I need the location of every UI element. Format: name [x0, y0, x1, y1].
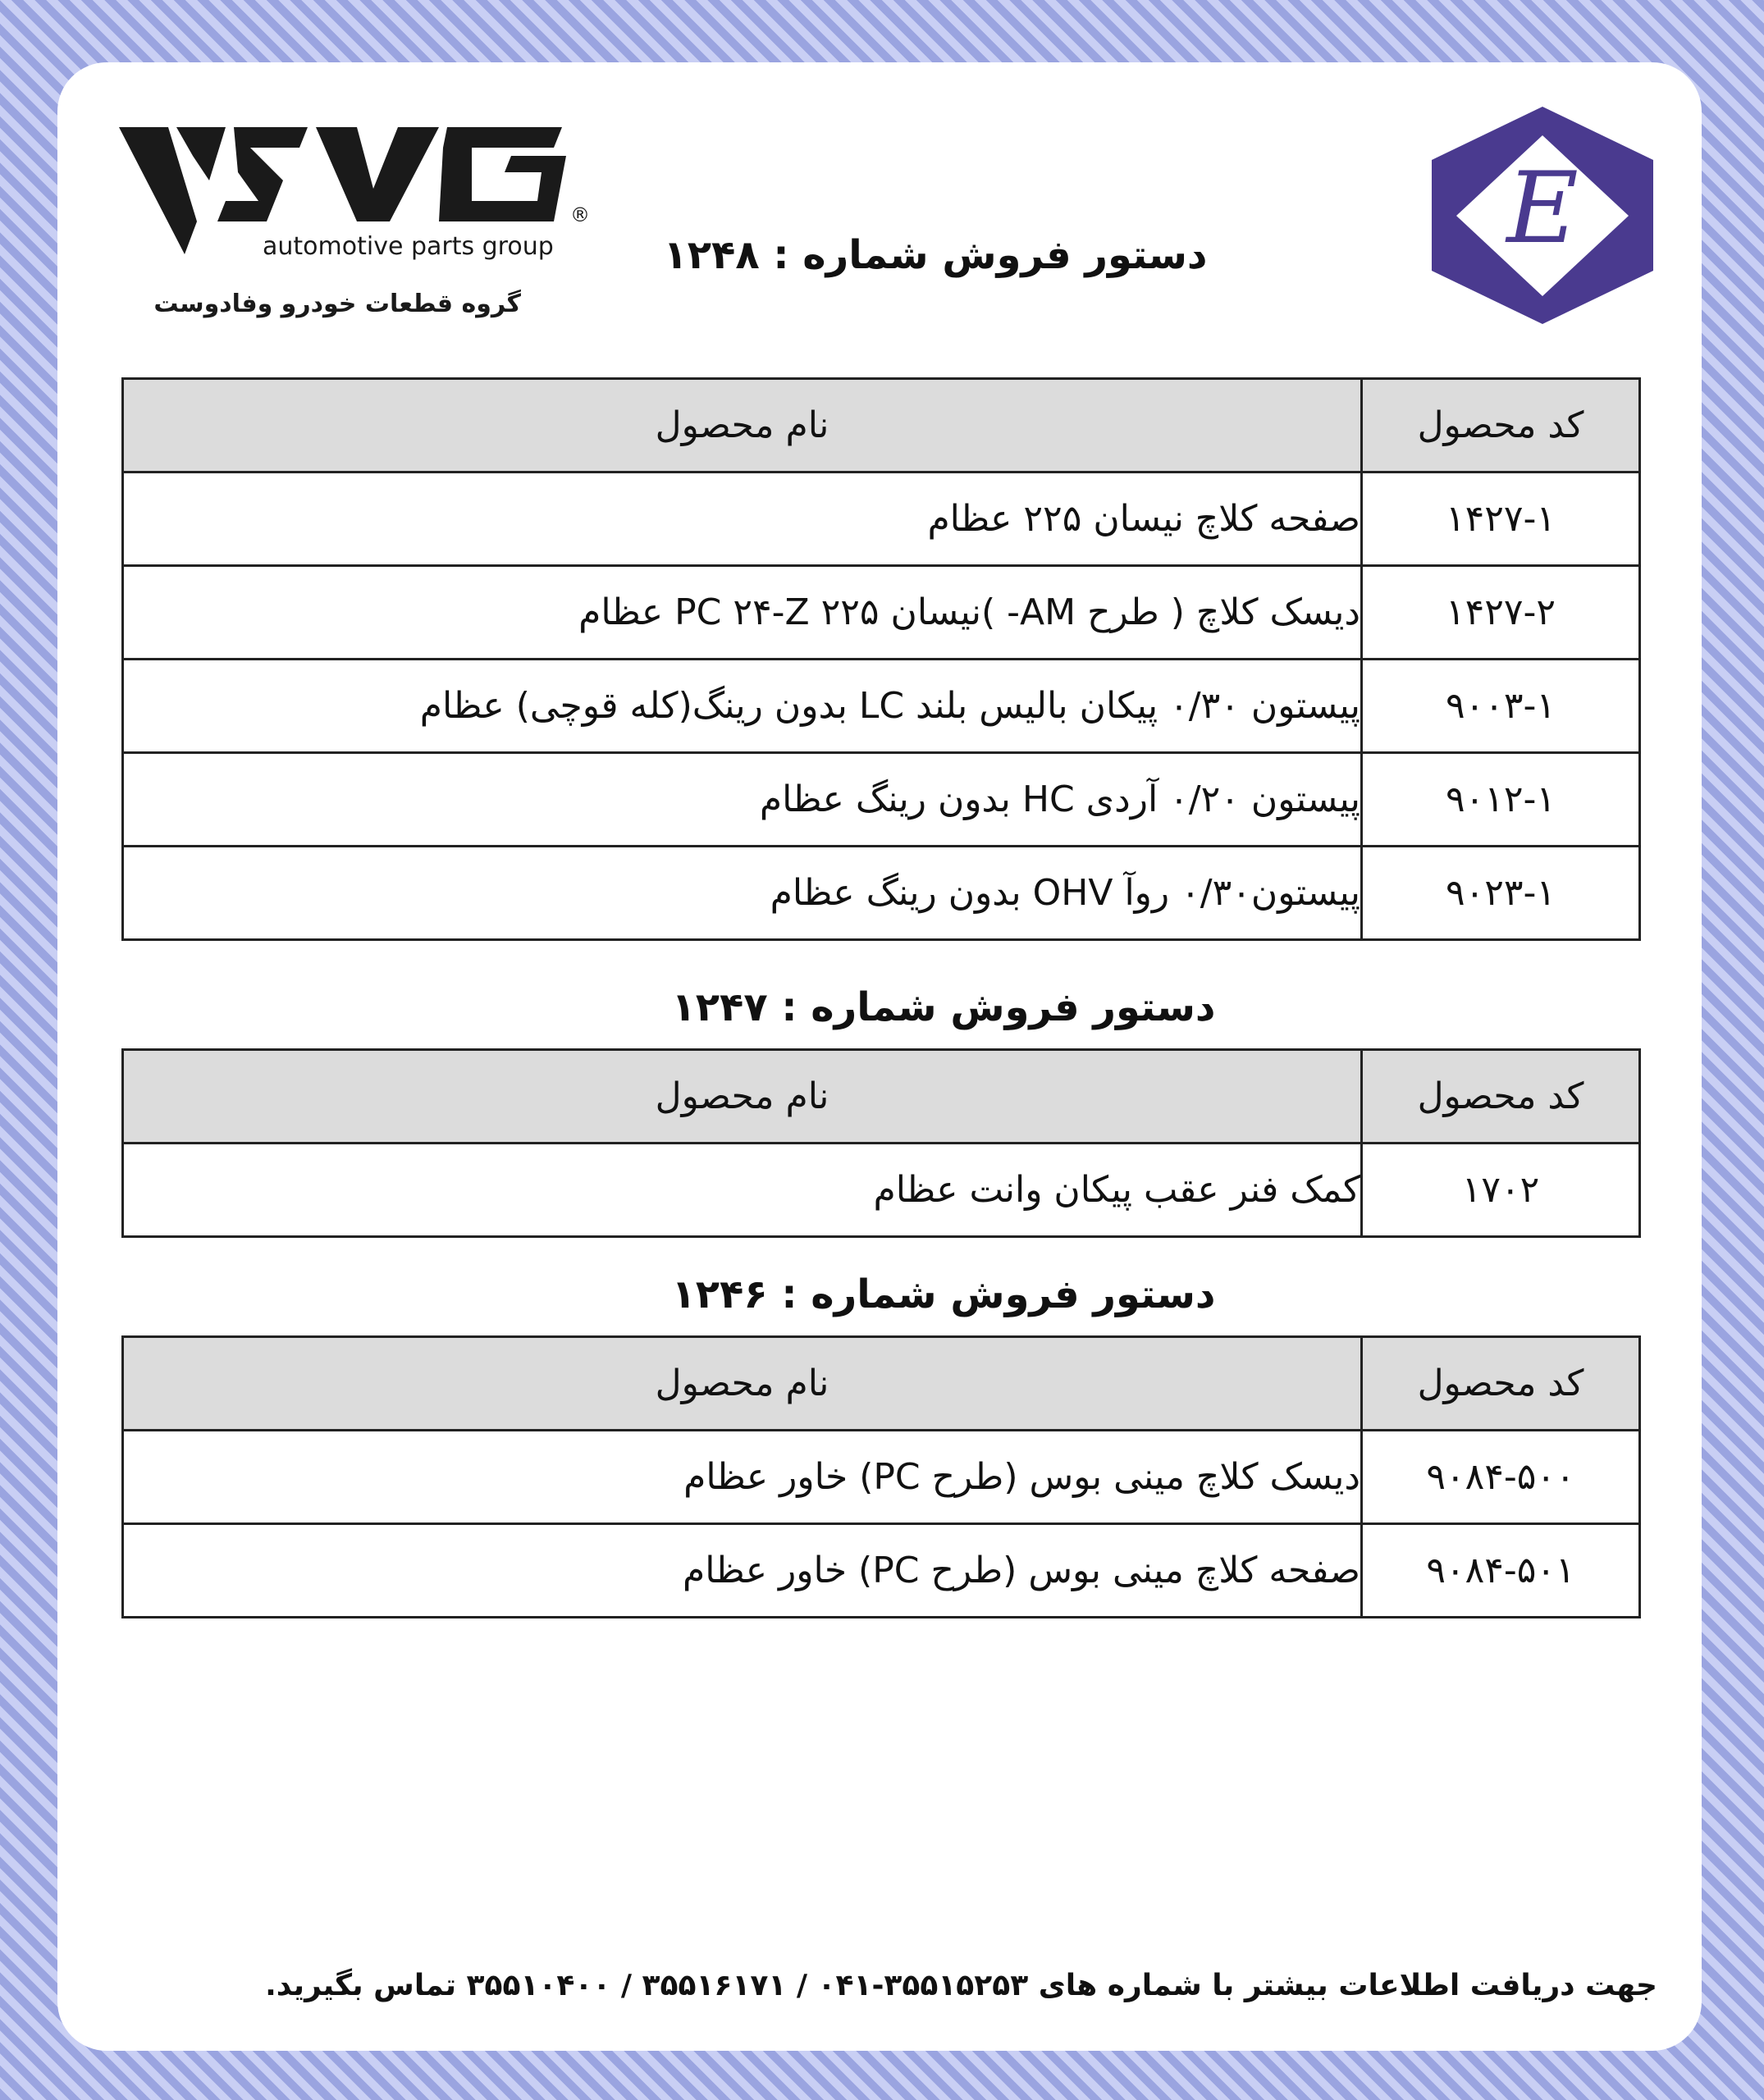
product-code: ۹۰۲۳-۱	[1362, 847, 1640, 940]
table-row	[123, 1144, 1640, 1237]
product-name: صفحه کلاچ مینی بوس (طرح PC) خاور عظام	[123, 1524, 1362, 1618]
table-header-row	[123, 1337, 1640, 1431]
product-code: ۹۰۸۴-۵۰۰	[1362, 1431, 1640, 1524]
footer-contact: جهت دریافت اطلاعات بیشتر با شماره های ۳۵۵۱۵۲۵۳-۰۴۱ / ۳۵۵۱۶۱۷۱ / ۳۵۵۱۰۴۰۰ تماس بگیرید.	[265, 1969, 1657, 2002]
logo-tagline: automotive parts group	[263, 232, 554, 261]
registered-mark: ®	[570, 203, 590, 226]
order-1247-table	[121, 1048, 1641, 1238]
table-row	[123, 753, 1640, 847]
product-name: کمک فنر عقب پیکان وانت عظام	[123, 1144, 1362, 1237]
table-row	[123, 847, 1640, 940]
table-row	[123, 472, 1640, 566]
table-header-row	[123, 1050, 1640, 1144]
product-name: دیسک کلاچ مینی بوس (طرح PC) خاور عظام	[123, 1431, 1362, 1524]
product-name: پیستون ۰/۳۰ پیکان بالیس بلند LC بدون رینگ(کله قوچی) عظام	[123, 660, 1362, 753]
product-code: ۹۰۱۲-۱	[1362, 753, 1640, 847]
logo-persian-name: گروه قطعات خودرو وفادوست	[153, 290, 521, 318]
product-code: ۱۴۲۷-۲	[1362, 566, 1640, 660]
order-1246-title: دستور فروش شماره : ۱۲۴۶	[671, 1271, 1216, 1317]
emblem-logo	[1419, 103, 1666, 328]
header-code: کد محصول	[1362, 1050, 1640, 1144]
header-code: کد محصول	[1362, 1337, 1640, 1431]
order-1247-title: دستور فروش شماره : ۱۲۴۷	[671, 984, 1216, 1030]
table-row	[123, 1431, 1640, 1524]
product-code: ۱۴۲۷-۱	[1362, 472, 1640, 566]
logo-stroke-v	[119, 127, 197, 254]
table-row	[123, 1524, 1640, 1618]
header-name: نام محصول	[123, 1337, 1362, 1431]
emblem-letter: E	[1506, 152, 1579, 266]
header-code: کد محصول	[1362, 379, 1640, 472]
product-code: ۱۷۰۲	[1362, 1144, 1640, 1237]
order-1248-title: دستور فروش شماره : ۱۲۴۸	[663, 232, 1208, 278]
product-name: دیسک کلاچ ( طرح AM- )نیسان ۲۲۵ PC ۲۴-Z عظام	[123, 566, 1362, 660]
product-name: پیستون ۰/۲۰ آردی HC بدون رینگ عظام	[123, 753, 1362, 847]
product-code: ۹۰۸۴-۵۰۱	[1362, 1524, 1640, 1618]
header-name: نام محصول	[123, 1050, 1362, 1144]
product-name: پیستون۰/۳۰ روآ OHV بدون رینگ عظام	[123, 847, 1362, 940]
order-1246-table	[121, 1335, 1641, 1618]
order-1248-table	[121, 377, 1641, 941]
table-header-row	[123, 379, 1640, 472]
header-name: نام محصول	[123, 379, 1362, 472]
product-name: صفحه کلاچ نیسان ۲۲۵ عظام	[123, 472, 1362, 566]
product-code: ۹۰۰۳-۱	[1362, 660, 1640, 753]
table-row	[123, 660, 1640, 753]
company-logo	[119, 123, 590, 328]
table-row	[123, 566, 1640, 660]
